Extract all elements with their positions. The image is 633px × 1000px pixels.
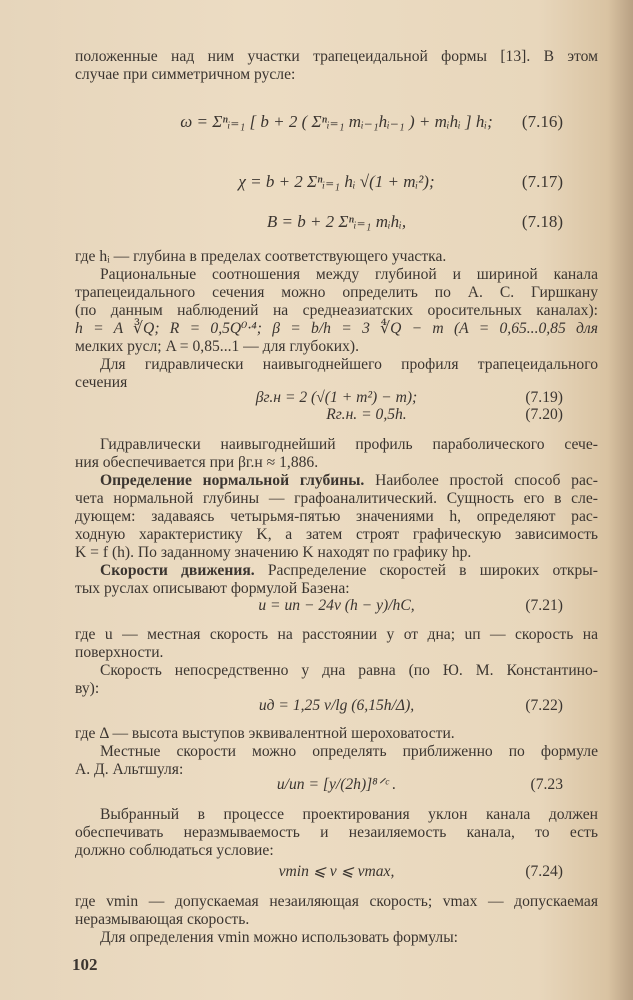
text-line: сечения bbox=[75, 374, 128, 391]
equation-formula: uд = 1,25 v/lg (6,15h/Δ), bbox=[258, 697, 415, 714]
section-heading: Скорости движения. bbox=[100, 562, 255, 579]
text-line: Наиболее простой способ рас- bbox=[375, 472, 598, 489]
equation-formula: u/uп = [y/(2h)]⁸ᐟᶜ . bbox=[276, 776, 397, 793]
equation-7-22 bbox=[75, 696, 598, 716]
text-line: обеспечивать неразмываемость и незаиляемость канала, то есть bbox=[75, 824, 598, 841]
text-line: тых руслах описывают формулой Базена: bbox=[75, 580, 350, 597]
equation-number: (7.18) bbox=[521, 212, 563, 231]
equation-7-17 bbox=[75, 172, 598, 192]
text-line: положенные над ним участки трапецеидальной формы [13]. В этом bbox=[75, 48, 598, 65]
text-line: ния обеспечивается при βг.н ≈ 1,886. bbox=[75, 454, 319, 471]
equation-number: (7.22) bbox=[525, 697, 563, 714]
text-line: неразмывающая скорость. bbox=[75, 911, 250, 928]
text-line: Гидравлически наивыгоднейший профиль параболического сече- bbox=[100, 436, 598, 453]
text-line: Для гидравлически наивыгоднейшего профиля трапецеидального bbox=[100, 356, 598, 373]
equation-number: (7.24) bbox=[525, 863, 563, 880]
text-line: Для определения vmin можно использовать формулы: bbox=[100, 929, 459, 946]
section-heading: Определение нормальной глубины. bbox=[100, 472, 365, 489]
text-line: (по данным наблюдений на среднеазиатских оросительных каналах): bbox=[75, 302, 598, 319]
equation-formula: B = b + 2 Σⁿᵢ₌₁ mᵢhᵢ, bbox=[266, 212, 407, 231]
equation-7-18 bbox=[75, 212, 598, 232]
equation-7-23 bbox=[75, 775, 598, 795]
text-line: трапецеидального сечения можно определить по А. С. Гиршкану bbox=[75, 284, 598, 301]
equation-7-21 bbox=[75, 596, 598, 616]
equation-7-16 bbox=[75, 112, 598, 132]
text-line: где vmin — допускаемая незаиляющая скорость; vmax — допускаемая bbox=[75, 893, 598, 910]
equation-formula: vmin ⩽ v ⩽ vmax, bbox=[278, 863, 395, 880]
equation-formula: u = uп − 24v (h − y)/hC, bbox=[258, 597, 415, 614]
equation-number: (7.21) bbox=[525, 597, 563, 614]
text-line: чета нормальной глубины — графоаналитический. Сущность его в сле- bbox=[75, 490, 598, 507]
equation-formula: ω = Σⁿᵢ₌₁ [ b + 2 ( Σⁿᵢ₌₁ mᵢ₋₁hᵢ₋₁ ) + mᵢhᵢ ] hᵢ; bbox=[180, 112, 493, 131]
text-line: Распределение скоростей в широких откры- bbox=[267, 562, 598, 579]
text-line: должно соблюдаться условие: bbox=[75, 842, 274, 859]
equation-number: (7.17) bbox=[521, 172, 563, 191]
page-number: 102 bbox=[72, 955, 98, 974]
equation-7-20 bbox=[75, 405, 598, 425]
text-line: дующем: задаваясь четырьмя-пятью значениями h, определяют рас- bbox=[75, 508, 598, 525]
text-line: Скорость непосредственно у дна равна (по Ю. М. Константино- bbox=[100, 662, 598, 679]
equation-formula: βг.н = 2 (√(1 + m²) − m); bbox=[255, 389, 418, 406]
text-line: Местные скорости можно определять приближенно по формуле bbox=[100, 743, 598, 760]
equation-number: (7.23 bbox=[530, 776, 563, 793]
text-line: мелких русл; A = 0,85...1 — для глубоких). bbox=[75, 338, 359, 355]
text-line: поверхности. bbox=[75, 644, 164, 661]
text-line: K = f (h). По заданному значению K находят по графику hр. bbox=[75, 544, 472, 561]
text-line: Рациональные соотношения между глубиной и шириной канала bbox=[100, 266, 598, 283]
text-line: А. Д. Альтшуля: bbox=[75, 761, 184, 778]
text-line: где Δ — высота выступов эквивалентной шероховатости. bbox=[75, 725, 455, 742]
equation-7-24 bbox=[75, 862, 598, 882]
text-line: где hᵢ — глубина в пределах соответствующего участка. bbox=[75, 248, 447, 265]
text-line: h = A ∛Q; R = 0,5Q⁰·⁴; β = b/h = 3 ∜Q − m (A = 0,65...0,85 для bbox=[75, 320, 598, 337]
equation-formula: Rг.н. = 0,5h. bbox=[326, 406, 407, 423]
text-line: Выбранный в процессе проектирования уклон канала должен bbox=[100, 806, 598, 823]
text-line: ву): bbox=[75, 680, 100, 697]
equation-number: (7.16) bbox=[521, 112, 563, 131]
equation-number: (7.19) bbox=[525, 389, 563, 406]
equation-number: (7.20) bbox=[525, 406, 563, 423]
text-line: ходную характеристику K, а затем строят графическую зависимость bbox=[75, 526, 598, 543]
text-line: где u — местная скорость на расстоянии y от дна; uп — скорость на bbox=[75, 626, 598, 643]
equation-formula: χ = b + 2 Σⁿᵢ₌₁ hᵢ √(1 + mᵢ²); bbox=[238, 172, 435, 191]
text-line: случае при симметричном русле: bbox=[75, 66, 296, 83]
